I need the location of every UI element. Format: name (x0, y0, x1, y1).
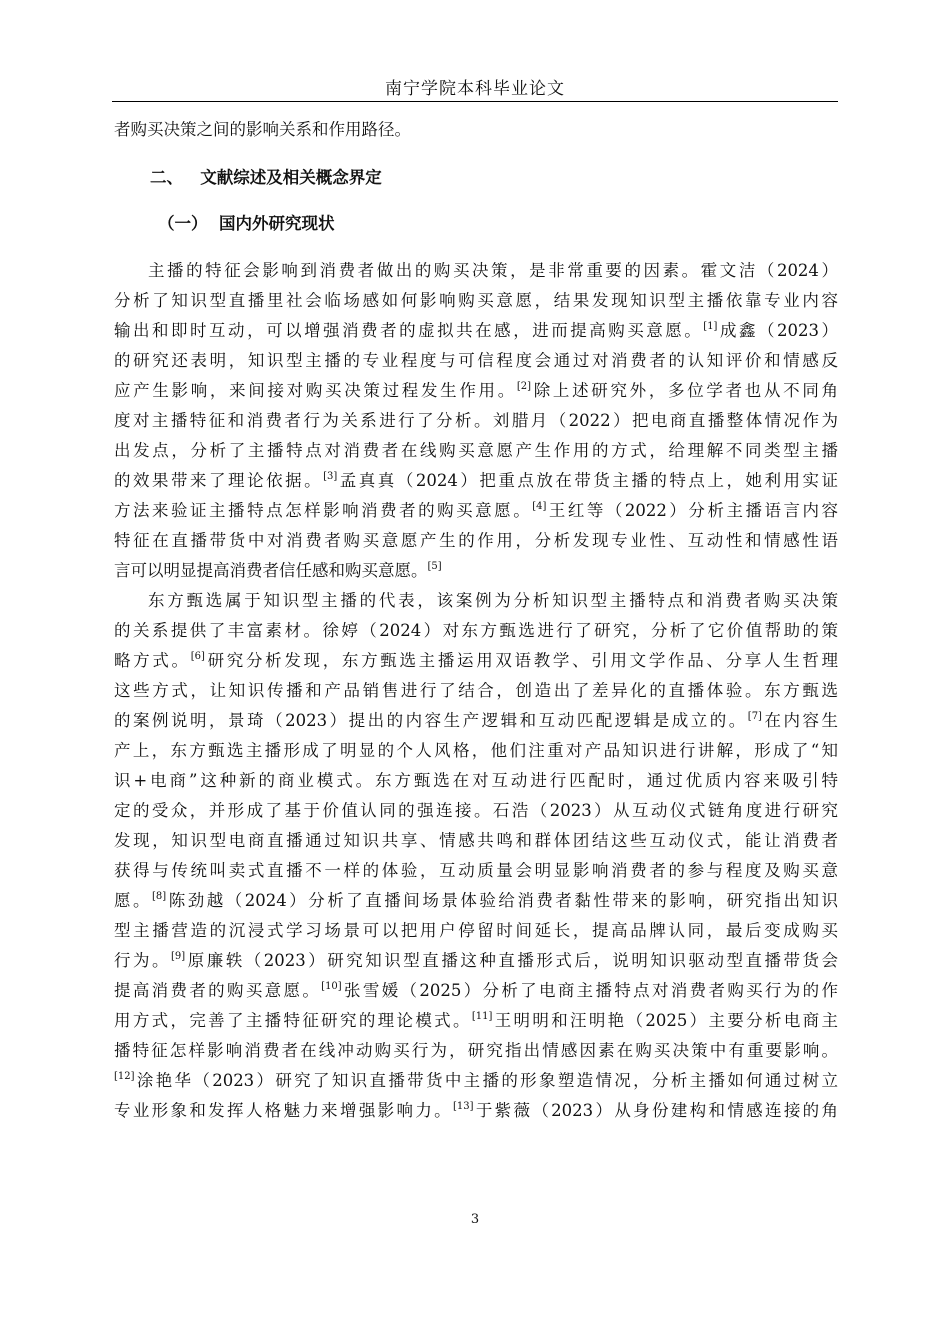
text-run: 的案例说明，景琦（2023）提出的内容生产逻辑和互动匹配逻辑是成立的。 (114, 711, 748, 730)
text-line: 型主播营造的沉浸式学习场景可以把用户停留时间延长，提高品牌认同，最后变成购买 (114, 921, 838, 940)
text-line: 特征在直播带货中对消费者购买意愿产生的作用，分析发现专业性、互动性和情感性语 (114, 531, 838, 550)
text-line (114, 1006, 838, 1036)
text-line (114, 886, 838, 916)
citation-ref: [13] (452, 1101, 474, 1112)
text-line: 定的受众，并形成了基于价值认同的强连接。石浩（2023）从互动仪式链角度进行研究 (114, 801, 838, 820)
paragraph-1 (114, 256, 838, 586)
text-run: 于紫薇（2023）从身份建构和情感连接的角 (473, 1101, 838, 1120)
text-run: 应产生影响，来间接对购买决策过程发生作用。 (114, 381, 517, 400)
citation-ref: [3] (323, 471, 338, 482)
text-line (114, 1066, 838, 1096)
text-line: 发现，知识型电商直播通过知识共享、情感共鸣和群体团结这些互动仪式，能让消费者 (114, 831, 838, 850)
text-run: 在内容生 (761, 711, 838, 730)
text-run: 孟真真（2024）把重点放在带货主播的特点上，她利用实证 (337, 471, 838, 490)
page-number: 3 (470, 1212, 480, 1227)
page-body (114, 115, 838, 1126)
text-line: 的研究还表明，知识型主播的专业程度与可信程度会通过对消费者的认知评价和情感反 (114, 351, 838, 370)
page-header-title: 南宁学院本科毕业论文 (385, 79, 565, 99)
text-line: 产上，东方甄选主播形成了明显的个人风格，他们注重对产品知识进行讲解，形成了“知 (114, 741, 838, 760)
citation-ref: [7] (747, 711, 762, 722)
text-line (114, 376, 838, 406)
header-rule (112, 101, 838, 102)
citation-ref: [12] (114, 1071, 135, 1082)
subsection-heading (114, 209, 838, 239)
text-run: 王明明和汪明艳（2025）主要分析电商主 (492, 1011, 838, 1030)
section-title: 文献综述及相关概念界定 (200, 168, 382, 187)
paragraph-2 (114, 586, 838, 1126)
text-run: 提高消费者的购买意愿。 (114, 981, 322, 1000)
text-line: 获得与传统叫卖式直播不一样的体验，互动质量会明显影响消费者的参与程度及购买意 (114, 861, 838, 880)
text-line: 主播的特征会影响到消费者做出的购买决策，是非常重要的因素。霍文洁（2024） (148, 261, 838, 280)
text-line (114, 316, 838, 346)
citation-ref: [9] (171, 951, 186, 962)
text-line (114, 466, 838, 496)
citation-ref: [1] (703, 321, 718, 332)
text-line (114, 646, 838, 676)
citation-ref: [2] (516, 381, 532, 392)
section-number: 二、 (150, 168, 183, 187)
text-line: 分析了知识型直播里社会临场感如何影响购买意愿，结果发现知识型主播依靠专业内容 (114, 291, 838, 310)
text-run: 成鑫（2023） (717, 321, 838, 340)
citation-ref: [10] (321, 981, 342, 992)
citation-ref: [6] (190, 651, 205, 662)
text-line: 识+电商”这种新的商业模式。东方甄选在对互动进行匹配时，通过优质内容来吸引特 (114, 771, 838, 790)
citation-ref: [11] (471, 1011, 493, 1022)
text-run: 陈劲越（2024）分析了直播间场景体验给消费者黏性带来的影响，研究指出知识 (166, 891, 838, 910)
citation-ref: [4] (532, 501, 547, 512)
text-line: 出发点，分析了主播特点对消费者在线购买意愿产生作用的方式，给理解不同类型主播 (114, 441, 838, 460)
text-run: 言可以明显提高消费者信任感和购买意愿。 (114, 561, 428, 580)
text-line (114, 946, 838, 976)
subsection-number: （一） (158, 214, 208, 233)
text-run: 张雪媛（2025）分析了电商主播特点对消费者购买行为的作 (341, 981, 838, 1000)
text-line: 播特征怎样影响消费者在线冲动购买行为，研究指出情感因素在购买决策中有重要影响。 (114, 1041, 838, 1060)
section-heading (114, 163, 838, 193)
subsection-title: 国内外研究现状 (219, 214, 335, 233)
text-run: 方法来验证主播特点怎样影响消费者的购买意愿。 (114, 501, 533, 520)
text-run: 涂艳华（2023）研究了知识直播带货中主播的形象塑造情况，分析主播如何通过树立 (134, 1071, 838, 1090)
text-run: 的效果带来了理论依据。 (114, 471, 324, 490)
text-line (114, 976, 838, 1006)
citation-ref: [8] (152, 891, 167, 902)
text-run: 略方式。 (114, 651, 191, 670)
text-run: 行为。 (114, 951, 172, 970)
text-line (114, 1096, 838, 1126)
text-line (114, 706, 838, 736)
text-run: 输出和即时互动，可以增强消费者的虚拟共在感，进而提高购买意愿。 (114, 321, 704, 340)
text-line: 东方甄选属于知识型主播的代表，该案例为分析知识型主播特点和消费者购买决策 (148, 591, 838, 610)
text-run: 王红等（2022）分析主播语言内容 (546, 501, 838, 520)
text-run: 除上述研究外，多位学者也从不同角 (531, 381, 838, 400)
text-run: 用方式，完善了主播特征研究的理论模式。 (114, 1011, 472, 1030)
text-run: 原廉轶（2023）研究知识型直播这种直播形式后，说明知识驱动型直播带货会 (185, 951, 838, 970)
text-line: 度对主播特征和消费者行为关系进行了分析。刘腊月（2022）把电商直播整体情况作为 (114, 411, 838, 430)
text-line: 这些方式，让知识传播和产品销售进行了结合，创造出了差异化的直播体验。东方甄选 (114, 681, 838, 700)
text-run: 愿。 (114, 891, 153, 910)
citation-ref: [5] (427, 561, 442, 572)
text-line (114, 556, 838, 586)
text-line: 者购买决策之间的影响关系和作用路径。 (114, 120, 411, 139)
text-run: 研究分析发现，东方甄选主播运用双语教学、引用文学作品、分享人生哲理 (204, 651, 838, 670)
text-line (114, 496, 838, 526)
text-run: 专业形象和发挥人格魅力来增强影响力。 (114, 1101, 453, 1120)
text-line: 的关系提供了丰富素材。徐婷（2024）对东方甄选进行了研究，分析了它价值帮助的策 (114, 621, 838, 640)
